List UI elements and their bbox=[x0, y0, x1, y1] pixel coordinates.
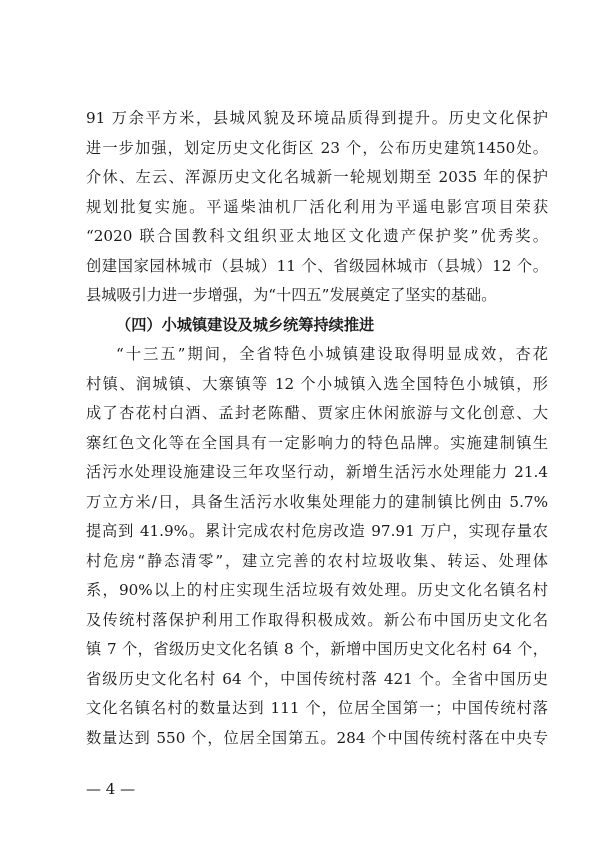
body-text bbox=[86, 104, 548, 753]
text-line: “十三五”期间，全省特色小城镇建设取得明显成效，杏花 bbox=[116, 345, 548, 363]
text-line: 系，90%以上的村庄实现生活垃圾有效处理。历史文化名镇名村 bbox=[86, 581, 548, 599]
text-line: “2020 联合国教科文组织亚太地区文化遗产保护奖”优秀奖。 bbox=[86, 227, 548, 245]
text-line: 村镇、润城镇、大寨镇等 12 个小城镇入选全国特色小城镇，形 bbox=[86, 374, 548, 393]
section-heading: （四）小城镇建设及城乡统筹持续推进 bbox=[116, 315, 375, 334]
text-line: 提高到 41.9%。累计完成农村危房改造 97.91 万户，实现存量农 bbox=[86, 522, 548, 540]
text-line: 村危房“静态清零”，建立完善的农村垃圾收集、转运、处理体 bbox=[86, 551, 548, 570]
text-line: 万立方米/日，具备生活污水收集处理能力的建制镇比例由 5.7% bbox=[86, 492, 548, 511]
text-line: 规划批复实施。平遥柴油机厂活化利用为平遥电影宫项目荣获 bbox=[86, 197, 548, 216]
page-number: — 4 — bbox=[86, 780, 136, 798]
text-line: 介休、左云、浑源历史文化名城新一轮规划期至 2035 年的保护 bbox=[86, 168, 548, 186]
text-line: 成了杏花村白酒、孟封老陈醋、贾家庄休闲旅游与文化创意、大 bbox=[86, 404, 548, 422]
text-line: 寨红色文化等在全国具有一定影响力的特色品牌。实施建制镇生 bbox=[86, 433, 548, 452]
text-line: 创建国家园林城市（县城）11 个、省级园林城市（县城）12 个。 bbox=[86, 256, 548, 275]
text-line: 数量达到 550 个，位居全国第五。284 个中国传统村落在中央专 bbox=[86, 728, 548, 747]
text-line: 文化名镇名村的数量达到 111 个，位居全国第一；中国传统村落 bbox=[86, 699, 548, 717]
text-line: 及传统村落保护利用工作取得积极成效。新公布中国历史文化名 bbox=[86, 610, 548, 629]
text-line: 镇 7 个，省级历史文化名镇 8 个，新增中国历史文化名村 64 个， bbox=[86, 640, 548, 658]
text-line: 省级历史文化名村 64 个，中国传统村落 421 个。全省中国历史 bbox=[86, 669, 548, 688]
text-line: 活污水处理设施建设三年攻坚行动，新增生活污水处理能力 21.4 bbox=[86, 463, 548, 481]
text-line: 91 万余平方米，县城风貌及环境品质得到提升。历史文化保护 bbox=[86, 109, 548, 127]
text-line: 进一步加强，划定历史文化街区 23 个，公布历史建筑1450处。 bbox=[86, 138, 548, 157]
text-line: 县城吸引力进一步增强，为“十四五”发展奠定了坚实的基础。 bbox=[86, 286, 497, 304]
